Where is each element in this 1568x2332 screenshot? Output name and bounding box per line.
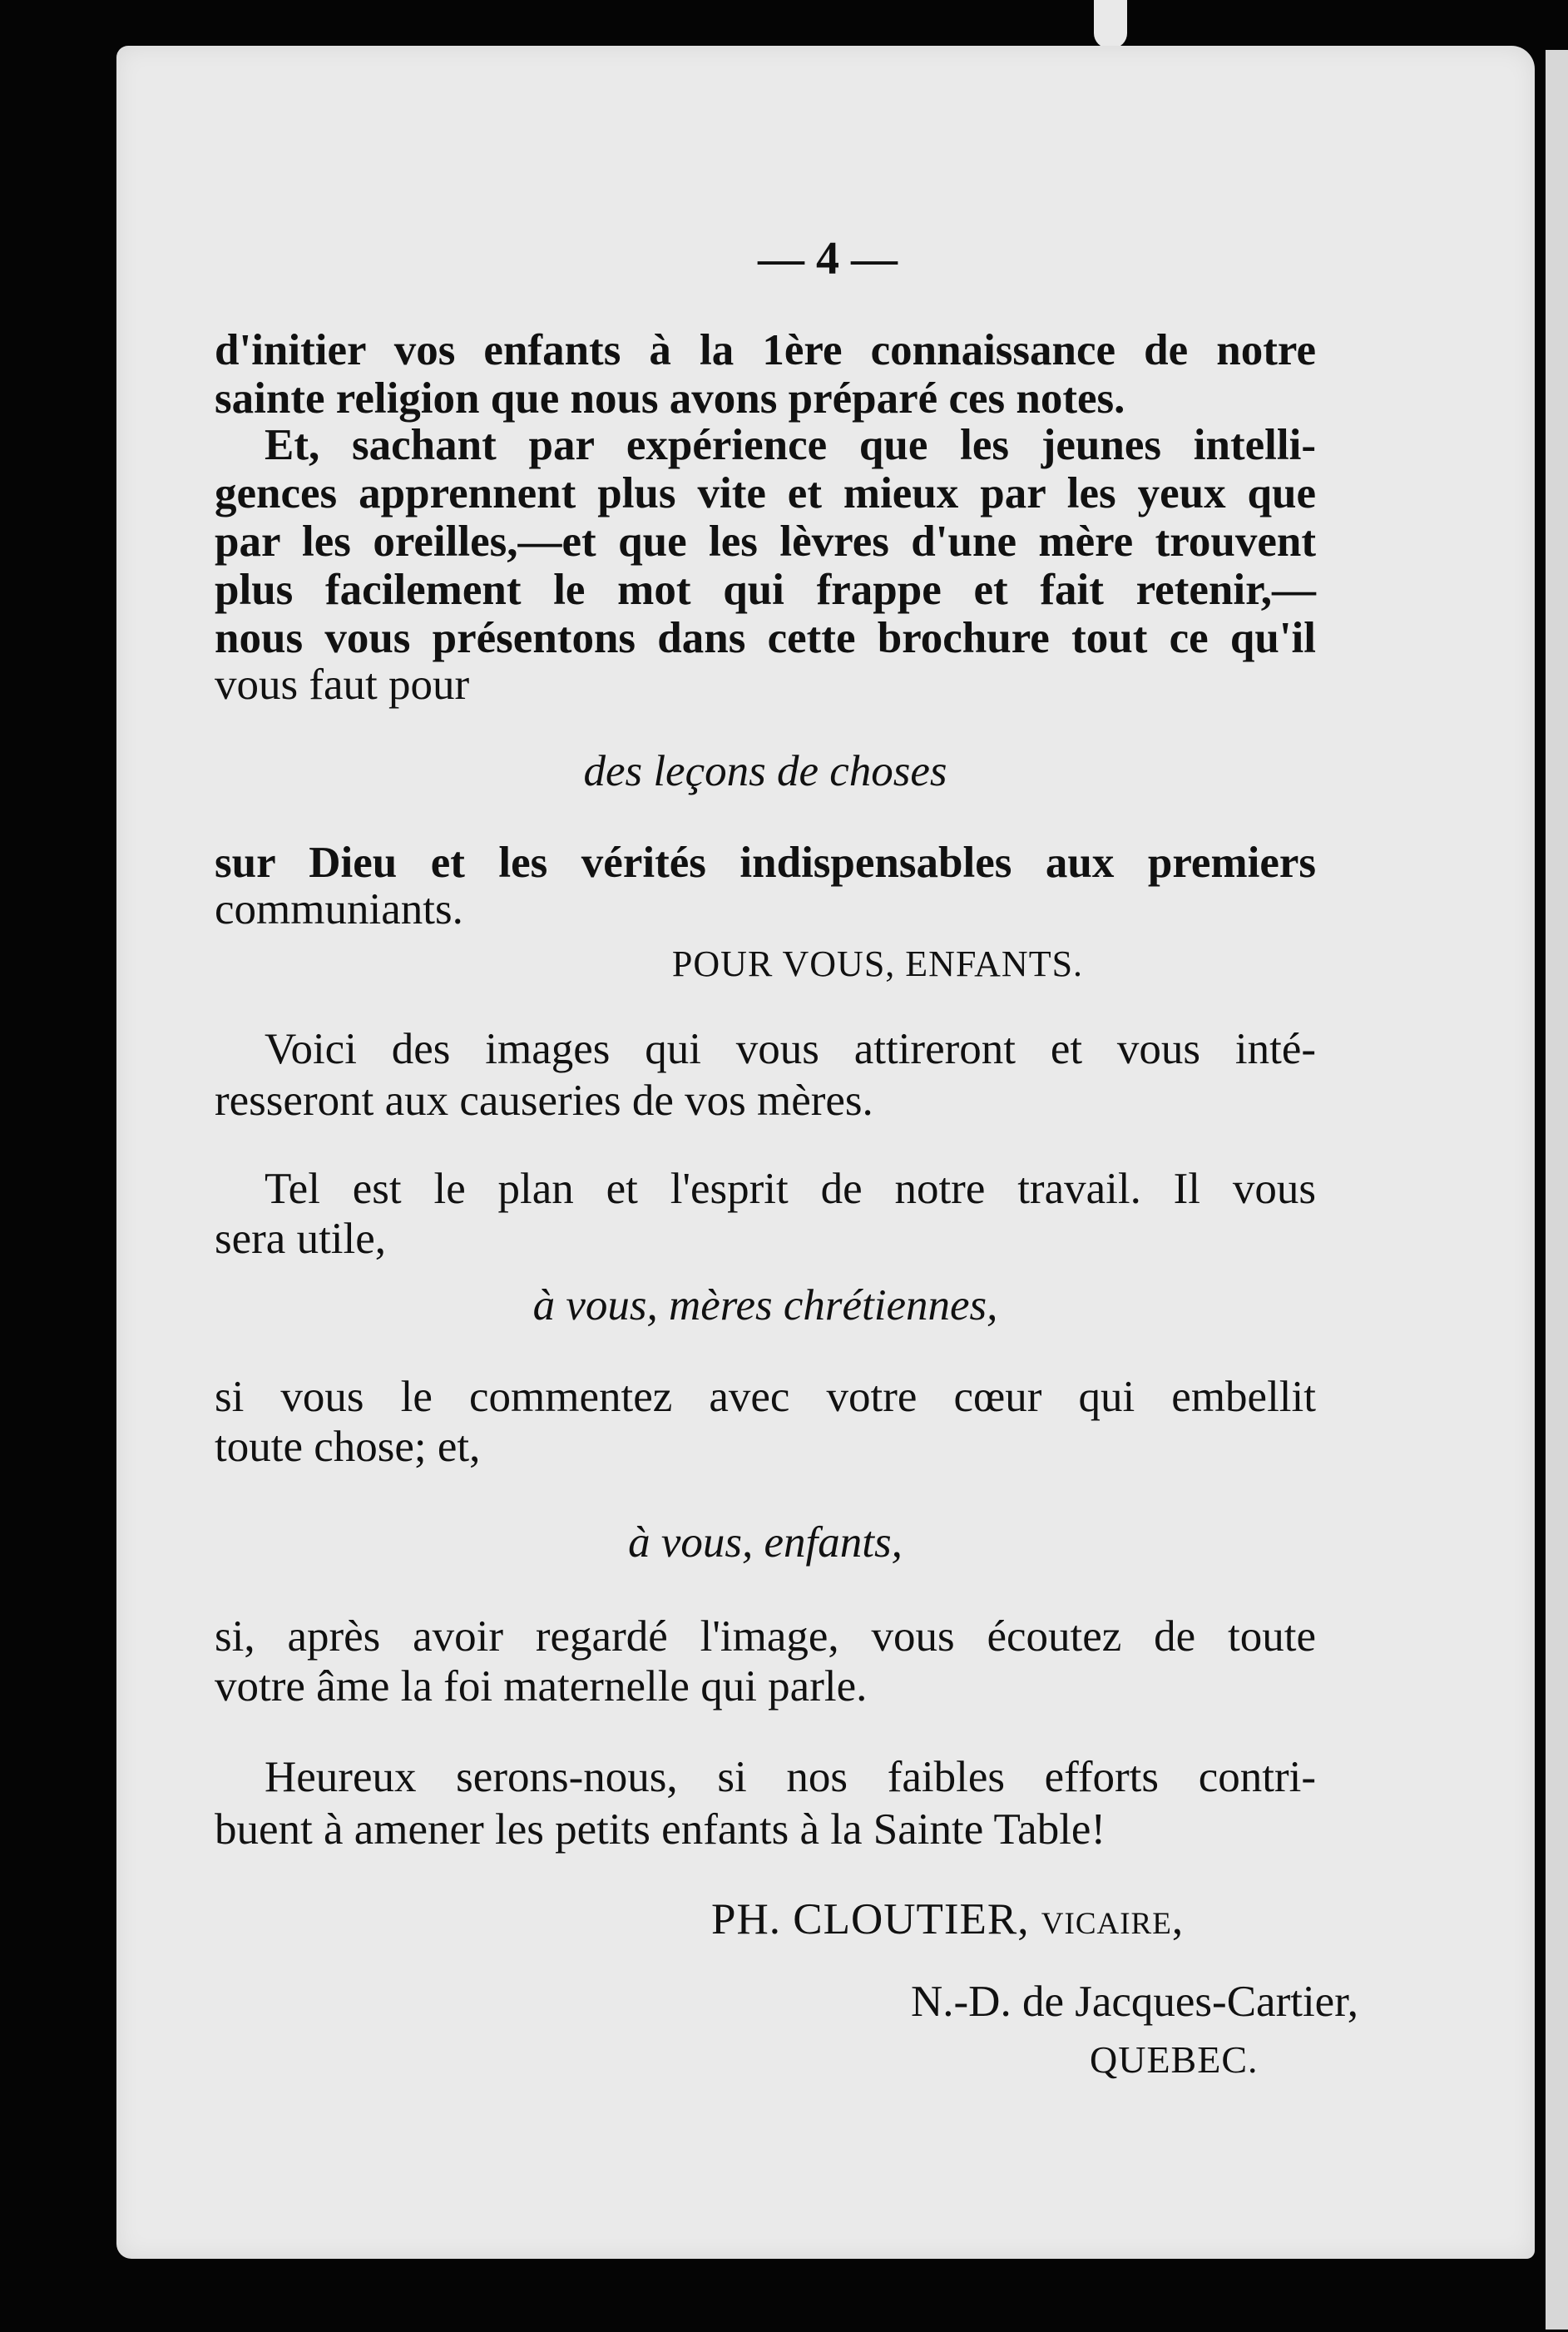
scan-edge-speck (1094, 0, 1127, 48)
text-line: votre âme la foi maternelle qui parle. (215, 1662, 868, 1711)
italic-heading: des leçons de choses (583, 747, 947, 795)
text-line: Heureux serons-nous, si nos faibles efforts contri- (265, 1753, 1316, 1801)
signature-parish: N.-D. de Jacques-Cartier, (911, 1978, 1358, 2026)
section-heading: POUR VOUS, ENFANTS. (671, 943, 1084, 984)
text-line: Voici des images qui vous attireront et vous inté- (265, 1025, 1316, 1073)
text-line: gences apprennent plus vite et mieux par les yeux que (215, 469, 1316, 517)
text-line: buent à amener les petits enfants à la Sainte Table! (215, 1805, 1106, 1854)
italic-heading: à vous, mères chrétiennes, (532, 1281, 998, 1329)
text-line: sur Dieu et les vérités indispensables aux premiers (215, 839, 1316, 887)
signature-name: PH. CLOUTIER, vicaire, (711, 1895, 1185, 1943)
text-line: plus facilement le mot qui frappe et fait retenir,— (215, 566, 1316, 614)
text-line: si, après avoir regardé l'image, vous écoutez de toute (215, 1612, 1316, 1661)
text-line: Et, sachant par expérience que les jeunes intelli- (265, 421, 1316, 469)
text-line: resseront aux causeries de vos mères. (215, 1077, 873, 1125)
adjacent-page-edge (1546, 50, 1568, 2330)
text-line: si vous le commentez avec votre cœur qui embellit (215, 1373, 1316, 1421)
text-line: d'initier vos enfants à la 1ère connaissance de notre (215, 326, 1316, 374)
text-line: sainte religion que nous avons préparé ces notes. (215, 374, 1125, 423)
text-line: communiants. (215, 885, 463, 933)
text-line: vous faut pour (215, 661, 470, 709)
page-number: — 4 — (758, 233, 898, 285)
text-line: sera utile, (215, 1215, 387, 1263)
text-line: Tel est le plan et l'esprit de notre travail. Il vous (265, 1165, 1316, 1213)
text-line: par les oreilles,—et que les lèvres d'une mère trouvent (215, 517, 1316, 566)
signature-city: QUEBEC. (1090, 2038, 1259, 2081)
italic-heading: à vous, enfants, (628, 1518, 903, 1567)
text-line: nous vous présentons dans cette brochure tout ce qu'il (215, 614, 1316, 662)
text-line: toute chose; et, (215, 1423, 481, 1471)
